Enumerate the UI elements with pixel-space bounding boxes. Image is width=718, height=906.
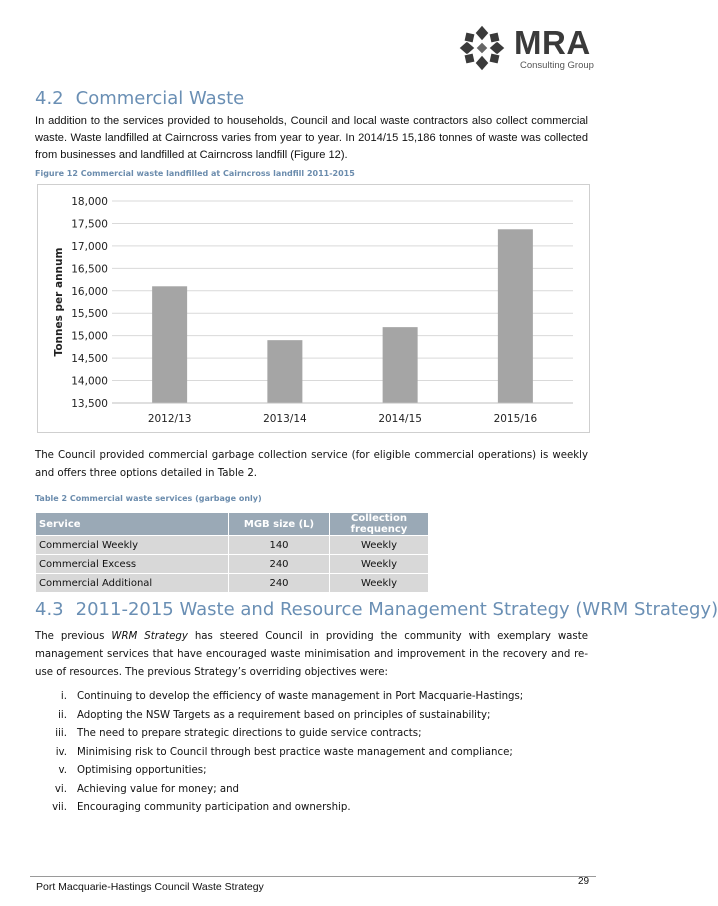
page-number: 29 [578,876,590,887]
list-item [35,688,588,707]
y-tick-label: 13,500 [71,398,108,410]
list-item [35,762,588,781]
y-tick-label: 16,000 [71,285,108,298]
header-mgb-size: MGB size (L) [229,513,330,536]
cell-mgb-size: 240 [229,574,330,593]
list-item [35,744,588,763]
list-marker: iv. [55,746,67,758]
cell-service: Commercial Weekly [36,536,229,555]
section-heading-4-2 [35,88,244,110]
cell-mgb-size: 140 [229,536,330,555]
y-tick-label: 16,500 [71,263,108,276]
list-marker: ii. [58,709,67,721]
list-item-text: Minimising risk to Council through best practice waste management and compliance; [77,746,513,758]
y-axis-title: Tonnes per annum [53,247,65,357]
y-tick-label: 15,000 [71,330,108,343]
bar [152,286,187,403]
list-marker: vi. [54,783,67,795]
wrm-strategy-paragraph [35,628,588,682]
section-number: 4.2 [35,88,64,109]
section-title: 2011-2015 Waste and Resource Management Strategy (WRM Strategy) [75,599,718,620]
logo-wordmark: MRA [514,24,591,61]
cell-service: Commercial Additional [36,574,229,593]
y-tick-label: 14,500 [71,353,108,366]
x-tick-label: 2013/14 [263,413,307,425]
y-tick-label: 17,000 [71,240,108,253]
figure-caption: Figure 12 Commercial waste landfilled at Cairncross landfill 2011-2015 [35,169,355,178]
bar [267,340,302,403]
logo-subtitle: Consulting Group [520,60,594,71]
section-title: Commercial Waste [75,88,245,109]
cell-frequency: Weekly [330,555,429,574]
cell-service: Commercial Excess [36,555,229,574]
section-heading-4-3 [35,599,718,621]
table-header-row [36,513,429,536]
bar [383,327,418,403]
strategy-name-emphasis: WRM Strategy [111,631,188,642]
x-tick-label: 2014/15 [378,413,422,425]
list-item [35,799,588,818]
x-tick-label: 2012/13 [147,413,192,425]
paragraph-text: has steered Council in providing the community with exemplary waste management services that have encouraged waste minimisation and improvement in the recovery and re-use of resources. The previous Strategy’s overriding objectives were: [35,631,588,678]
list-marker: v. [58,765,67,776]
table-caption: Table 2 Commercial waste services (garbage only) [35,494,262,503]
table-row [36,555,429,574]
footer-divider [30,876,596,877]
list-marker: iii. [55,728,67,739]
list-item-text: The need to prepare strategic directions to guide service contracts; [77,728,422,739]
objectives-list [35,688,588,818]
table-row [36,536,429,555]
list-item [35,707,588,726]
list-item [35,725,588,744]
y-tick-label: 14,000 [71,375,108,388]
mra-logo-mark-icon [456,22,508,74]
y-tick-label: 17,500 [71,218,108,231]
list-item-text: Continuing to develop the efficiency of waste management in Port Macquarie-Hastings; [77,691,524,702]
list-marker: vii. [52,802,67,813]
list-item-text: Achieving value for money; and [77,783,240,795]
header-service: Service [36,513,229,536]
chart-frame [37,184,590,433]
cell-mgb-size: 240 [229,555,330,574]
list-item-text: Encouraging community participation and ownership. [77,802,351,813]
table-row [36,574,429,593]
x-tick-label: 2015/16 [493,413,538,425]
paragraph-text: The previous [35,631,112,642]
list-item-text: Optimising opportunities; [77,765,207,776]
header-collection-frequency: Collection frequency [330,513,429,536]
list-item [35,781,588,800]
commercial-waste-paragraph: In addition to the services provided to households, Council and local waste contractors also collect commercial waste. Waste landfilled at Cairncross varies from year to year. In 2014/15 15,186 tonnes of waste was collected from businesses and landfilled at Cairncross landfill (Figure 12). [35,115,588,161]
cell-frequency: Weekly [330,574,429,593]
bar [498,229,533,403]
list-marker: i. [60,691,67,702]
service-paragraph: The Council provided commercial garbage collection service (for eligible commercial operations) is weekly and offers three options detailed in Table 2. [35,450,588,479]
cell-frequency: Weekly [330,536,429,555]
section-number: 4.3 [35,599,64,620]
y-tick-label: 18,000 [71,196,108,208]
commercial-waste-bar-chart [38,185,589,432]
commercial-services-table [35,512,429,593]
list-item-text: Adopting the NSW Targets as a requirement based on principles of sustainability; [77,709,491,721]
mra-logo [456,22,596,78]
footer-document-title: Port Macquarie-Hastings Council Waste Strategy [36,881,264,893]
y-tick-label: 15,500 [71,308,108,321]
